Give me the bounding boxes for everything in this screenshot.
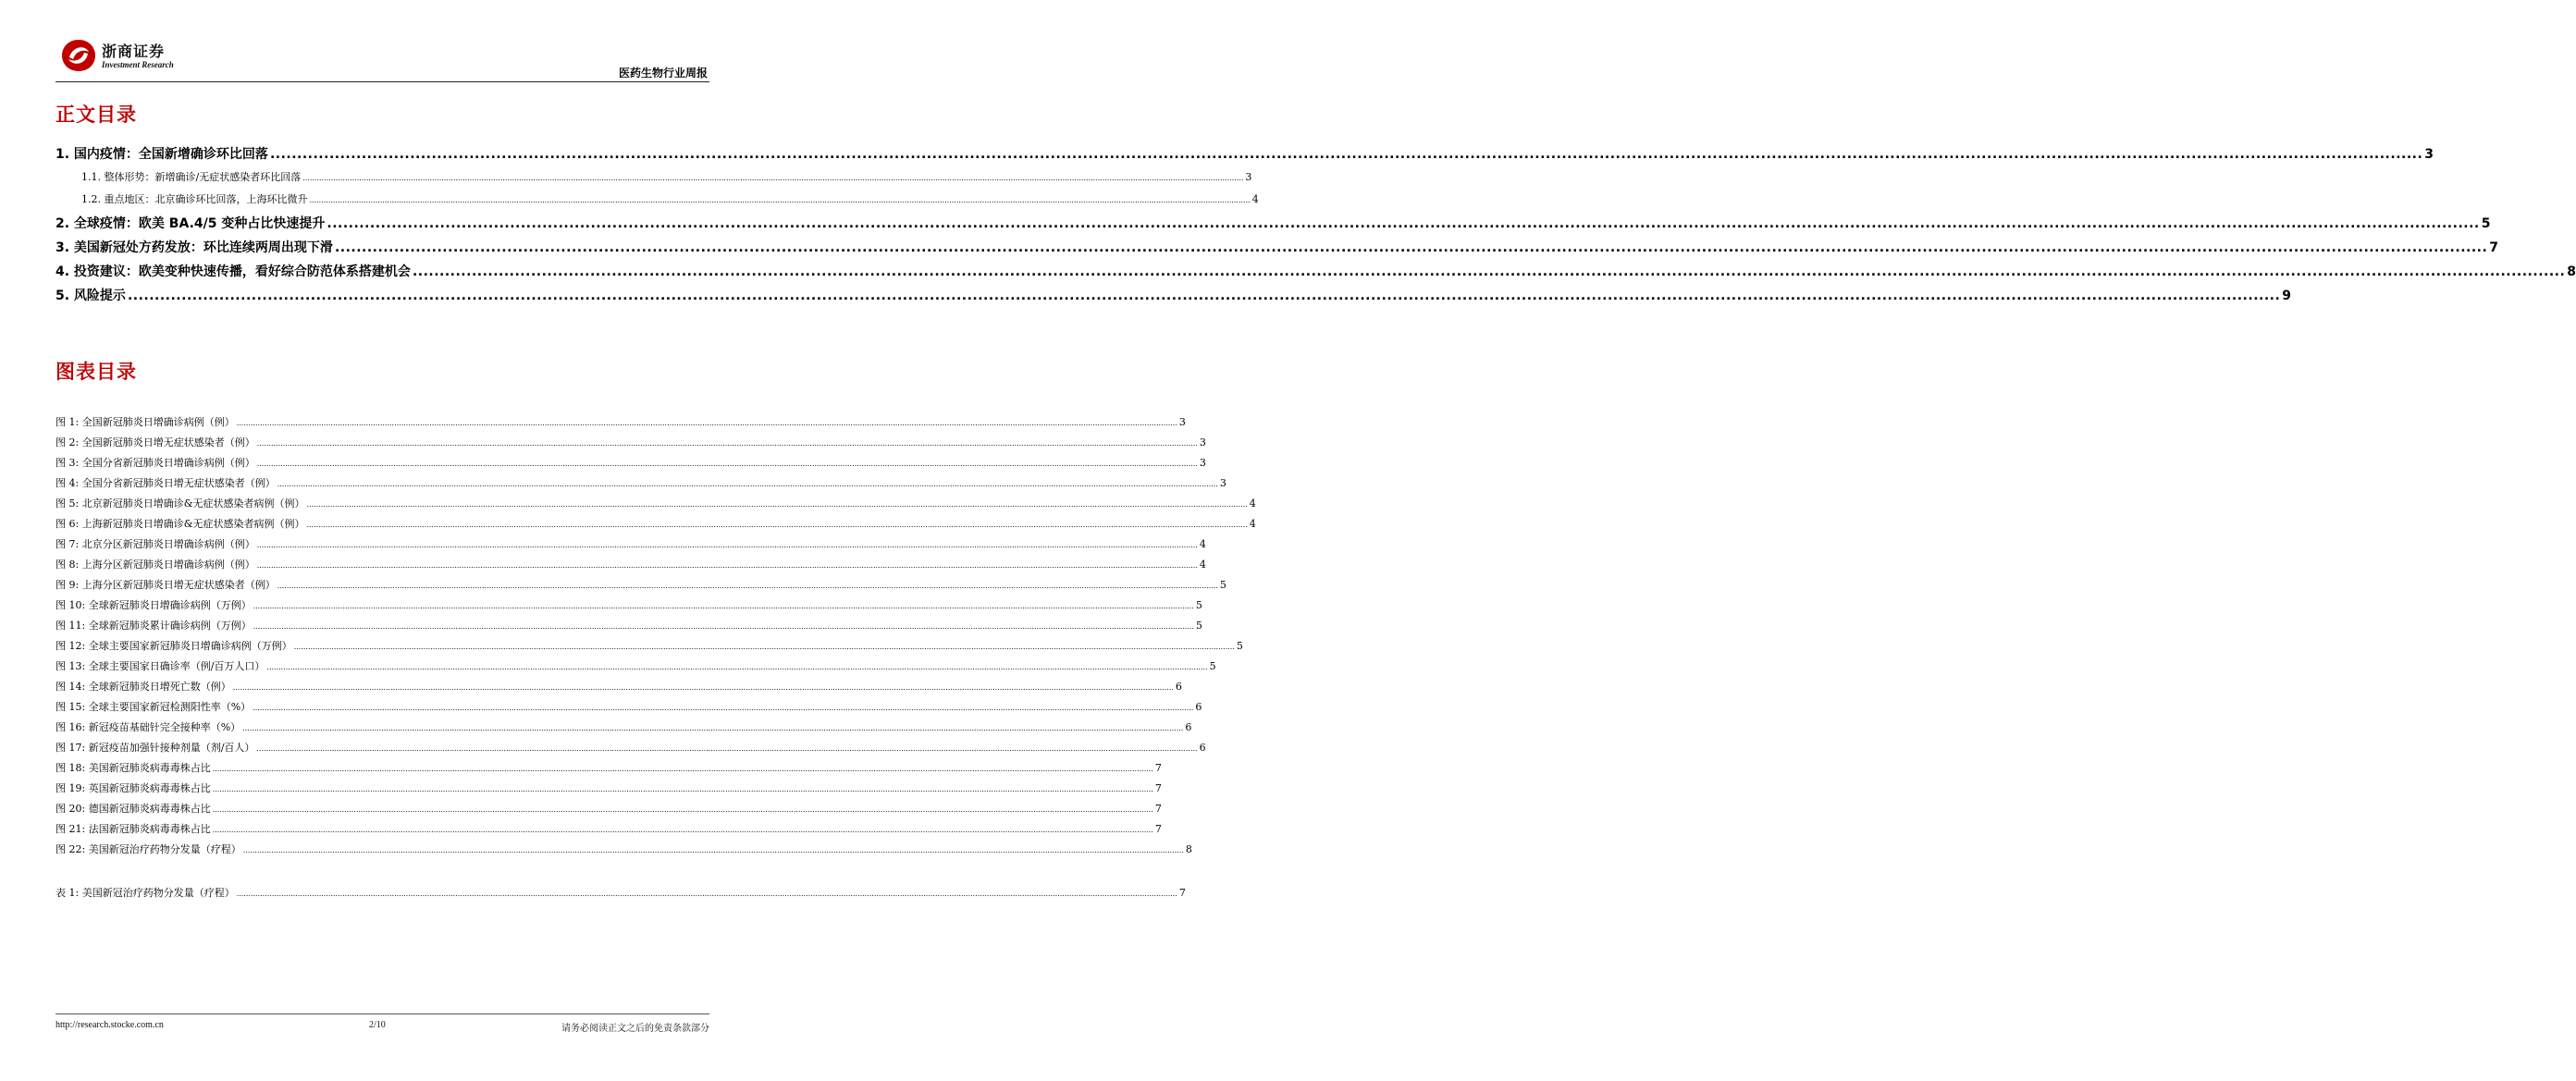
figure-entry[interactable]: [55, 496, 1256, 510]
figure-entry[interactable]: [55, 699, 1202, 714]
dot-leader: ................................................................................................................................................................................................................................................................................................................................................................................................................: [242, 846, 1184, 854]
figure-entry-label: 图 20: 德国新冠肺炎病毒毒株占比: [55, 803, 211, 815]
toc-entry[interactable]: [55, 238, 2499, 256]
figures-list-title: 图表目录: [55, 361, 137, 383]
logo-chinese-name: 浙商证券: [102, 43, 166, 60]
dot-leader: ................................................................................................................................................................................................................................................................................................................................................................................................................: [242, 724, 1184, 732]
figure-entry-page: 4: [1249, 498, 1256, 510]
dot-leader: ................................................................................................................................................................................................................................................................................................................................................................................................................: [293, 643, 1235, 651]
toc-entry-label: 2. 全球疫情：欧美 BA.4/5 变种占比快速提升: [55, 216, 326, 231]
toc-entry[interactable]: [55, 262, 2576, 280]
table-entry-page: 7: [1178, 887, 1186, 899]
dot-leader: ................................................................................................................................................................................................................................................................................................................................................................................................................: [256, 744, 1198, 753]
toc-entry-label: 1.1. 整体形势：新增确诊/无症状感染者环比回落: [81, 171, 302, 183]
figure-entry-label: 图 21: 法国新冠肺炎病毒毒株占比: [55, 823, 211, 835]
figure-entry[interactable]: [55, 679, 1182, 694]
dot-leader: ................................................................................................................................................................................................................................................................................................................................................................................................................: [256, 460, 1198, 468]
toc-entry-page: 7: [2489, 240, 2499, 255]
dot-leader: ................................................................................................................................................................................................................................................................................................................................................................................................................: [253, 704, 1194, 712]
toc-title: 正文目录: [55, 104, 137, 126]
figure-entry-label: 图 16: 新冠疫苗基础针完全接种率（%）: [55, 721, 241, 733]
toc-entry-label: 5. 风险提示: [55, 289, 126, 303]
figure-entry-page: 4: [1249, 518, 1256, 530]
footer-page-number: 2/10: [369, 1020, 386, 1030]
figure-entry-label: 图 1: 全国新冠肺炎日增确诊病例（例）: [55, 416, 235, 428]
figure-entry[interactable]: [55, 577, 1226, 592]
dot-leader: ................................................................................................................................................................................................................................................................................................................................................................................................................: [306, 521, 1248, 529]
figure-entry-label: 图 8: 上海分区新冠肺炎日增确诊病例（例）: [55, 559, 255, 571]
figure-entry-page: 3: [1219, 477, 1226, 489]
dot-leader: ................................................................................................................................................................................................................................................................................................................................................................................................................: [256, 541, 1198, 549]
figure-entry-page: 7: [1154, 762, 1162, 774]
page-header: [55, 37, 709, 81]
figure-entry-label: 图 13: 全球主要国家日确诊率（例/百万人口）: [55, 660, 265, 672]
figure-entry[interactable]: [55, 435, 1206, 449]
toc-entry-label: 4. 投资建议：欧美变种快速传播，看好综合防范体系搭建机会: [55, 264, 411, 279]
logo-english-name: Investment Research: [102, 60, 174, 69]
figure-entry-label: 图 15: 全球主要国家新冠检测阳性率（%）: [55, 701, 252, 713]
dot-leader: ................................................................................................................................................................................................................................................................................................................................................................................................................: [309, 196, 1251, 204]
toc-entry-page: 5: [2481, 216, 2491, 231]
figure-entry-page: 7: [1154, 803, 1162, 815]
figure-entry-page: 3: [1199, 457, 1206, 469]
footer-disclaimer: 请务必阅读正文之后的免责条款部分: [561, 1024, 709, 1034]
dot-leader: ................................................................................................................................................................................................................................................................................................................................................................................................................: [412, 264, 2566, 279]
figure-entry-label: 图 9: 上海分区新冠肺炎日增无症状感染者（例）: [55, 579, 276, 591]
figure-entry[interactable]: [55, 557, 1206, 571]
dot-leader: ................................................................................................................................................................................................................................................................................................................................................................................................................: [253, 602, 1194, 610]
figure-entry-label: 图 22: 美国新冠治疗药物分发量（疗程）: [55, 843, 241, 855]
dot-leader: ................................................................................................................................................................................................................................................................................................................................................................................................................: [236, 419, 1177, 427]
dot-leader: ................................................................................................................................................................................................................................................................................................................................................................................................................: [277, 480, 1218, 488]
dot-leader: ................................................................................................................................................................................................................................................................................................................................................................................................................: [212, 805, 1153, 814]
dot-leader: ................................................................................................................................................................................................................................................................................................................................................................................................................: [212, 765, 1153, 773]
dot-leader: ................................................................................................................................................................................................................................................................................................................................................................................................................: [306, 500, 1248, 509]
figure-entry-label: 图 5: 北京新冠肺炎日增确诊&无症状感染者病例（例）: [55, 498, 305, 510]
company-logo-icon: [61, 39, 96, 72]
dot-leader: ................................................................................................................................................................................................................................................................................................................................................................................................................: [253, 622, 1194, 631]
figure-entry[interactable]: [55, 760, 1162, 775]
toc-subentry[interactable]: [55, 191, 1259, 206]
figure-entry-label: 图 11: 全球新冠肺炎累计确诊病例（万例）: [55, 620, 252, 632]
figure-entry[interactable]: [55, 597, 1202, 612]
figure-entry-page: 7: [1154, 823, 1162, 835]
figure-entry-page: 6: [1199, 742, 1206, 754]
figure-entry-label: 图 2: 全国新冠肺炎日增无症状感染者（例）: [55, 436, 255, 448]
footer-divider: [55, 1013, 709, 1014]
toc-entry-page: 3: [2424, 147, 2434, 162]
figure-entry[interactable]: [55, 719, 1192, 734]
dot-leader: ................................................................................................................................................................................................................................................................................................................................................................................................................: [212, 785, 1153, 793]
figure-entry-page: 5: [1195, 599, 1202, 611]
dot-leader: ................................................................................................................................................................................................................................................................................................................................................................................................................: [302, 174, 1244, 182]
figure-entry-label: 图 7: 北京分区新冠肺炎日增确诊病例（例）: [55, 538, 255, 550]
figure-entry-label: 图 14: 全球新冠肺炎日增死亡数（例）: [55, 681, 231, 693]
figure-entry[interactable]: [55, 740, 1206, 755]
toc-entry-label: 3. 美国新冠处方药发放：环比连续两周出现下滑: [55, 240, 333, 255]
header-divider: [55, 81, 709, 82]
toc-entry-page: 9: [2282, 289, 2292, 303]
toc-entry[interactable]: [55, 214, 2491, 232]
toc-entry[interactable]: [55, 144, 2434, 163]
figure-entry-page: 6: [1195, 701, 1202, 713]
figure-entry[interactable]: [55, 638, 1243, 653]
figure-entry-page: 3: [1178, 416, 1186, 428]
dot-leader: ................................................................................................................................................................................................................................................................................................................................................................................................................: [327, 216, 2480, 231]
dot-leader: ................................................................................................................................................................................................................................................................................................................................................................................................................: [232, 683, 1174, 692]
toc-entry-label: 1. 国内疫情：全国新增确诊环比回落: [55, 147, 268, 162]
toc-entry-label: 1.2. 重点地区：北京确诊环比回落，上海环比微升: [81, 193, 308, 205]
toc-entry-page: 3: [1245, 171, 1252, 183]
figure-entry-page: 5: [1219, 579, 1226, 591]
figure-entry-page: 5: [1236, 640, 1243, 652]
figure-entry-page: 6: [1185, 721, 1192, 733]
dot-leader: ................................................................................................................................................................................................................................................................................................................................................................................................................: [236, 890, 1177, 898]
dot-leader: ................................................................................................................................................................................................................................................................................................................................................................................................................: [127, 289, 2281, 303]
dot-leader: ................................................................................................................................................................................................................................................................................................................................................................................................................: [212, 826, 1153, 834]
figure-entry[interactable]: [55, 455, 1206, 470]
figure-entry[interactable]: [55, 475, 1226, 490]
figure-entry-page: 4: [1199, 559, 1206, 571]
figure-entry-label: 图 19: 英国新冠肺炎病毒毒株占比: [55, 782, 211, 794]
report-type-label: 医药生物行业周报: [618, 67, 708, 80]
figure-entry[interactable]: [55, 414, 1186, 429]
figure-entry-label: 图 10: 全球新冠肺炎日增确诊病例（万例）: [55, 599, 252, 611]
figure-entry-page: 5: [1209, 660, 1216, 672]
figure-entry-page: 5: [1195, 620, 1202, 632]
figure-entry[interactable]: [55, 516, 1256, 531]
figure-entry-label: 图 4: 全国分省新冠肺炎日增无症状感染者（例）: [55, 477, 276, 489]
toc-subentry[interactable]: [55, 169, 1252, 184]
toc-entry-page: 8: [2567, 264, 2576, 279]
dot-leader: ................................................................................................................................................................................................................................................................................................................................................................................................................: [256, 439, 1198, 448]
figure-entry[interactable]: [55, 821, 1162, 836]
figure-entry-page: 3: [1199, 436, 1206, 448]
dot-leader: ................................................................................................................................................................................................................................................................................................................................................................................................................: [266, 663, 1208, 671]
figure-entry[interactable]: [55, 618, 1202, 633]
figure-entry[interactable]: [55, 780, 1162, 795]
table-entry-label: 表 1: 美国新冠治疗药物分发量（疗程）: [55, 887, 235, 899]
figure-entry-page: 4: [1199, 538, 1206, 550]
figure-entry[interactable]: [55, 536, 1206, 551]
figure-entry-label: 图 6: 上海新冠肺炎日增确诊&无症状感染者病例（例）: [55, 518, 305, 530]
footer-url-link[interactable]: http://research.stocke.com.cn: [55, 1020, 164, 1030]
figure-entry-label: 图 18: 美国新冠肺炎病毒毒株占比: [55, 762, 211, 774]
figure-entry-label: 图 3: 全国分省新冠肺炎日增确诊病例（例）: [55, 457, 255, 469]
dot-leader: ................................................................................................................................................................................................................................................................................................................................................................................................................: [334, 240, 2488, 255]
figure-entry-page: 6: [1175, 681, 1182, 693]
figure-entry[interactable]: [55, 658, 1216, 673]
figure-entry-page: 7: [1154, 782, 1162, 794]
toc-entry-page: 4: [1251, 193, 1259, 205]
dot-leader: ................................................................................................................................................................................................................................................................................................................................................................................................................: [256, 561, 1198, 570]
toc-entry[interactable]: [55, 286, 2292, 304]
figure-entry[interactable]: [55, 841, 1192, 856]
figure-entry-label: 图 12: 全球主要国家新冠肺炎日增确诊病例（万例）: [55, 640, 292, 652]
figure-entry-page: 8: [1185, 843, 1192, 855]
figure-entry[interactable]: [55, 801, 1162, 816]
dot-leader: ................................................................................................................................................................................................................................................................................................................................................................................................................: [277, 582, 1218, 590]
dot-leader: ................................................................................................................................................................................................................................................................................................................................................................................................................: [269, 147, 2423, 162]
figure-entry-label: 图 17: 新冠疫苗加强针接种剂量（剂/百人）: [55, 742, 255, 754]
table-entry[interactable]: [55, 885, 1186, 900]
